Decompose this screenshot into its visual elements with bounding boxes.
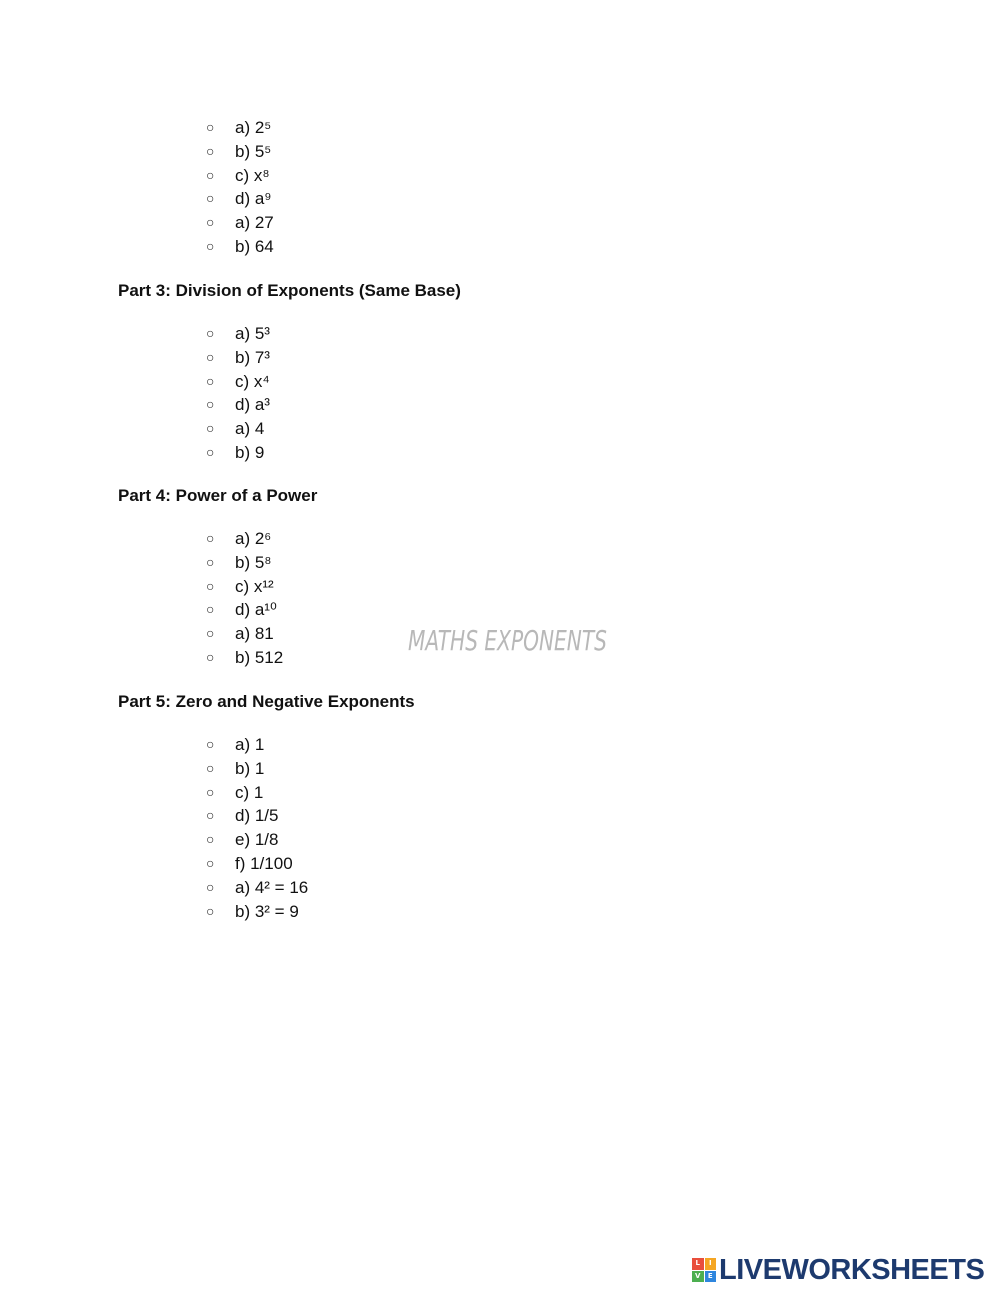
list-item <box>0 441 1000 465</box>
answer-text: c) x⁸ <box>235 165 270 185</box>
answer-text: b) 1 <box>235 758 265 778</box>
answer-text: a) 81 <box>235 624 274 644</box>
answer-text: a) 2⁶ <box>235 529 272 548</box>
circle-bullet-icon: ○ <box>206 601 215 618</box>
circle-bullet-icon: ○ <box>206 443 215 460</box>
circle-bullet-icon: ○ <box>206 530 215 546</box>
answer-text: c) 1 <box>235 782 264 802</box>
list-item <box>0 551 1000 575</box>
circle-bullet-icon: ○ <box>206 420 215 437</box>
answer-text: c) x⁴ <box>235 371 270 391</box>
answer-text: a) 2⁵ <box>235 118 272 137</box>
answer-text: b) 9 <box>235 442 265 462</box>
circle-bullet-icon: ○ <box>206 625 215 642</box>
watermark-title: MATHS EXPONENTS <box>408 624 607 657</box>
liveworksheets-logo-icon <box>692 1258 716 1282</box>
circle-bullet-icon: ○ <box>206 831 215 848</box>
part2-answer-list <box>0 116 1000 259</box>
list-item <box>0 116 1000 140</box>
list-item <box>0 187 1000 211</box>
circle-bullet-icon: ○ <box>206 783 215 800</box>
circle-bullet-icon: ○ <box>206 854 215 871</box>
answer-text: f) 1/100 <box>235 853 293 873</box>
list-item <box>0 370 1000 394</box>
part5-answers-block <box>0 733 1000 923</box>
circle-bullet-icon: ○ <box>206 214 215 231</box>
list-item <box>0 876 1000 900</box>
answer-text: a) 1 <box>235 735 265 754</box>
answer-text: b) 64 <box>235 236 274 256</box>
answer-text: b) 5⁵ <box>235 141 272 161</box>
answer-text: e) 1/8 <box>235 830 279 850</box>
answer-text: b) 5⁸ <box>235 552 272 572</box>
list-item <box>0 804 1000 828</box>
answer-text: a) 4² = 16 <box>235 877 309 897</box>
part3-heading: Part 3: Division of Exponents (Same Base) <box>118 281 461 300</box>
part2-answers-block <box>0 116 1000 259</box>
circle-bullet-icon: ○ <box>206 736 215 752</box>
circle-bullet-icon: ○ <box>206 119 215 135</box>
list-item <box>0 393 1000 417</box>
circle-bullet-icon: ○ <box>206 807 215 824</box>
list-item <box>0 828 1000 852</box>
list-item <box>0 140 1000 164</box>
circle-bullet-icon: ○ <box>206 325 215 341</box>
circle-bullet-icon: ○ <box>206 166 215 183</box>
list-item <box>0 322 1000 346</box>
answer-text: b) 512 <box>235 647 284 667</box>
list-item <box>0 235 1000 259</box>
list-item <box>0 852 1000 876</box>
circle-bullet-icon: ○ <box>206 190 215 207</box>
part3-answer-list <box>0 322 1000 465</box>
part4-heading: Part 4: Power of a Power <box>118 486 318 505</box>
list-item <box>0 417 1000 441</box>
list-item <box>0 900 1000 924</box>
list-item <box>0 164 1000 188</box>
list-item <box>0 211 1000 235</box>
answer-text: a) 4 <box>235 419 265 439</box>
circle-bullet-icon: ○ <box>206 237 215 254</box>
answer-text: d) a¹⁰ <box>235 600 277 620</box>
circle-bullet-icon: ○ <box>206 142 215 159</box>
circle-bullet-icon: ○ <box>206 577 215 594</box>
circle-bullet-icon: ○ <box>206 348 215 365</box>
circle-bullet-icon: ○ <box>206 396 215 413</box>
answer-text: d) a³ <box>235 395 270 415</box>
logo-cell: L <box>692 1258 704 1270</box>
circle-bullet-icon: ○ <box>206 648 215 665</box>
answer-text: d) 1/5 <box>235 806 279 826</box>
answer-text: a) 5³ <box>235 324 270 343</box>
part5-answer-list <box>0 733 1000 923</box>
answer-text: c) x¹² <box>235 576 274 596</box>
logo-cell: V <box>692 1271 704 1283</box>
circle-bullet-icon: ○ <box>206 553 215 570</box>
list-item <box>0 575 1000 599</box>
list-item <box>0 598 1000 622</box>
liveworksheets-brand <box>692 1254 984 1286</box>
circle-bullet-icon: ○ <box>206 902 215 919</box>
list-item <box>0 733 1000 757</box>
list-item <box>0 781 1000 805</box>
answer-text: a) 27 <box>235 213 274 233</box>
brand-name: LIVEWORKSHEETS <box>719 1253 985 1286</box>
list-item <box>0 527 1000 551</box>
circle-bullet-icon: ○ <box>206 372 215 389</box>
logo-cell: E <box>705 1271 717 1283</box>
circle-bullet-icon: ○ <box>206 759 215 776</box>
part3-answers-block <box>0 322 1000 465</box>
answer-text: d) a⁹ <box>235 189 272 209</box>
list-item <box>0 757 1000 781</box>
part5-heading: Part 5: Zero and Negative Exponents <box>118 692 415 711</box>
answer-text: b) 3² = 9 <box>235 901 299 921</box>
logo-cell: I <box>705 1258 717 1270</box>
answer-text: b) 7³ <box>235 347 270 367</box>
circle-bullet-icon: ○ <box>206 878 215 895</box>
list-item <box>0 346 1000 370</box>
